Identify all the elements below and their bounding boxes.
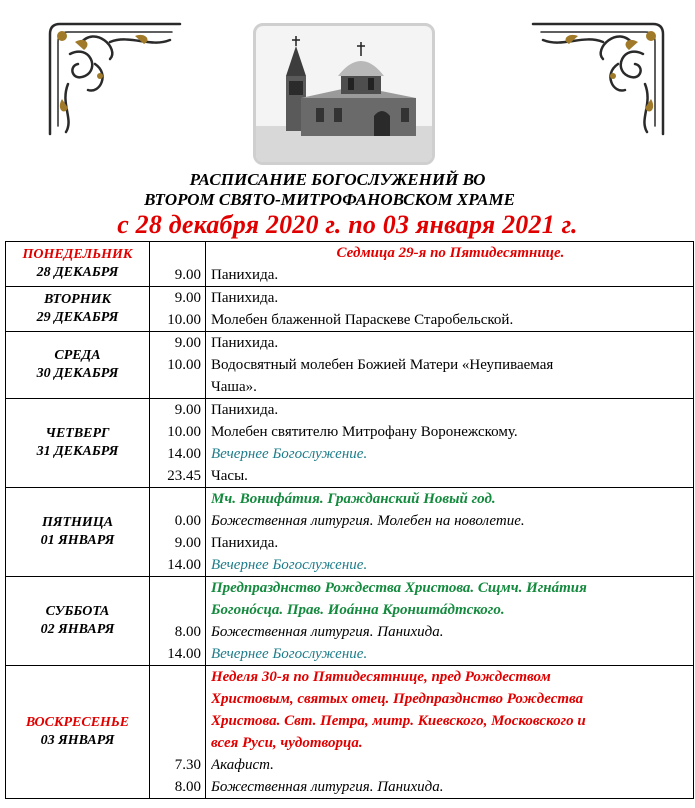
service-event: Божественная литургия. Молебен на новолетие.: [211, 513, 525, 529]
table-row: [6, 399, 694, 488]
service-event: Панихида.: [211, 402, 279, 418]
table-row: [6, 666, 694, 799]
service-event: Водосвятный молебен Божией Матери «Неупиваемая: [211, 357, 554, 373]
service-time: 8.00: [174, 779, 201, 795]
service-time: [150, 376, 201, 398]
service-event: Часы.: [211, 468, 248, 484]
events-cell: [206, 332, 694, 399]
service-time: [150, 732, 201, 754]
time-cell: [150, 399, 206, 488]
service-event: Божественная литургия. Панихида.: [211, 779, 444, 795]
service-time: [150, 688, 201, 710]
day-cell: [6, 666, 150, 799]
service-event: Молебен святителю Митрофану Воронежскому.: [211, 424, 518, 440]
service-time: [150, 599, 201, 621]
service-time: 0.00: [174, 513, 201, 529]
events-cell: [206, 488, 694, 577]
time-cell: [150, 332, 206, 399]
service-event: Божественная литургия. Панихида.: [211, 624, 444, 640]
feast-title: Мч. Вонифáтия. Гражданский Новый год.: [211, 491, 496, 507]
day-cell: [6, 287, 150, 332]
service-time: 9.00: [174, 535, 201, 551]
time-cell: [150, 577, 206, 666]
table-row: [6, 287, 694, 332]
service-time: 9.00: [174, 290, 201, 306]
table-row: [6, 577, 694, 666]
events-cell: [206, 666, 694, 799]
day-date: 02 ЯНВАРЯ: [40, 622, 115, 637]
service-event: Панихида.: [211, 535, 279, 551]
ornament-corner-left-icon: [40, 14, 190, 144]
day-date: 29 ДЕКАБРЯ: [36, 310, 119, 325]
service-time: 14.00: [167, 557, 201, 573]
day-name: ПЯТНИЦА: [41, 515, 114, 530]
service-time: [150, 710, 201, 732]
church-photo: [253, 23, 435, 165]
time-cell: [150, 666, 206, 799]
events-cell: [206, 287, 694, 332]
time-cell: [150, 287, 206, 332]
day-date: 01 ЯНВАРЯ: [40, 533, 115, 548]
service-event: Панихида.: [211, 290, 279, 306]
service-event: Панихида.: [211, 335, 279, 351]
feast-title: Христова. Свт. Петра, митр. Киевского, Московского и: [211, 713, 586, 729]
table-row: [6, 488, 694, 577]
service-event: Вечернее Богослужение.: [211, 446, 368, 462]
feast-title: Неделя 30-я по Пятидесятнице, пред Рождеством: [211, 669, 551, 685]
service-event: Акафист.: [211, 757, 274, 773]
date-range-title: с 28 декабря 2020 г. по 03 января 2021 г.: [117, 210, 578, 239]
day-name: ПОНЕДЕЛЬНИК: [22, 247, 133, 262]
schedule-table: [5, 241, 694, 799]
feast-title: Седмица 29-я по Пятидесятнице.: [336, 245, 565, 261]
service-time: 8.00: [174, 624, 201, 640]
service-time: 9.00: [174, 335, 201, 351]
day-name: ЧЕТВЕРГ: [45, 426, 110, 441]
service-event: Панихида.: [211, 267, 279, 283]
day-date: 28 ДЕКАБРЯ: [36, 265, 119, 280]
day-name: СУББОТА: [45, 604, 110, 619]
day-date: 03 ЯНВАРЯ: [40, 733, 115, 748]
events-cell: [206, 242, 694, 287]
events-cell: [206, 577, 694, 666]
service-time: [150, 488, 201, 510]
time-cell: [150, 488, 206, 577]
service-event: Вечернее Богослужение.: [211, 557, 368, 573]
service-time: 9.00: [174, 267, 201, 283]
day-cell: [6, 242, 150, 287]
feast-title: всея Руси, чудотворца.: [211, 735, 363, 751]
day-date: 31 ДЕКАБРЯ: [36, 444, 119, 459]
feast-title: Богонóсца. Прав. Иоáнна Кронштáдтского.: [211, 602, 505, 618]
service-time: 7.30: [174, 757, 201, 773]
events-cell: [206, 399, 694, 488]
day-date: 30 ДЕКАБРЯ: [36, 366, 119, 381]
title-line-1: РАСПИСАНИЕ БОГОСЛУЖЕНИЙ ВО: [189, 170, 486, 189]
feast-title: Предпразднство Рождества Христова. Сщмч. Игнáтия: [211, 580, 587, 596]
service-time: [150, 242, 201, 264]
time-cell: [150, 242, 206, 287]
service-event: Молебен блаженной Параскеве Старобельской.: [211, 312, 514, 328]
service-time: 10.00: [167, 357, 201, 373]
service-time: 14.00: [167, 646, 201, 662]
day-name: ВОСКРЕСЕНЬЕ: [25, 715, 130, 730]
day-cell: [6, 488, 150, 577]
service-time: 14.00: [167, 446, 201, 462]
service-time: 10.00: [167, 424, 201, 440]
church-illustration-icon: [256, 26, 432, 162]
service-event: Вечернее Богослужение.: [211, 646, 368, 662]
day-cell: [6, 399, 150, 488]
ornament-corner-right-icon: [523, 14, 673, 144]
service-time: 23.45: [167, 468, 201, 484]
service-time: [150, 666, 201, 688]
feast-title: Христовым, святых отец. Предпразднство Рождества: [211, 691, 584, 707]
day-cell: [6, 577, 150, 666]
day-name: ВТОРНИК: [43, 292, 112, 307]
day-cell: [6, 332, 150, 399]
service-time: [150, 577, 201, 599]
table-row: [6, 242, 694, 287]
day-name: СРЕДА: [54, 348, 101, 363]
service-event: Чаша».: [211, 379, 257, 395]
title-line-2: ВТОРОМ СВЯТО-МИТРОФАНОВСКОМ ХРАМЕ: [144, 190, 515, 209]
service-time: 9.00: [174, 402, 201, 418]
service-time: 10.00: [167, 312, 201, 328]
table-row: [6, 332, 694, 399]
